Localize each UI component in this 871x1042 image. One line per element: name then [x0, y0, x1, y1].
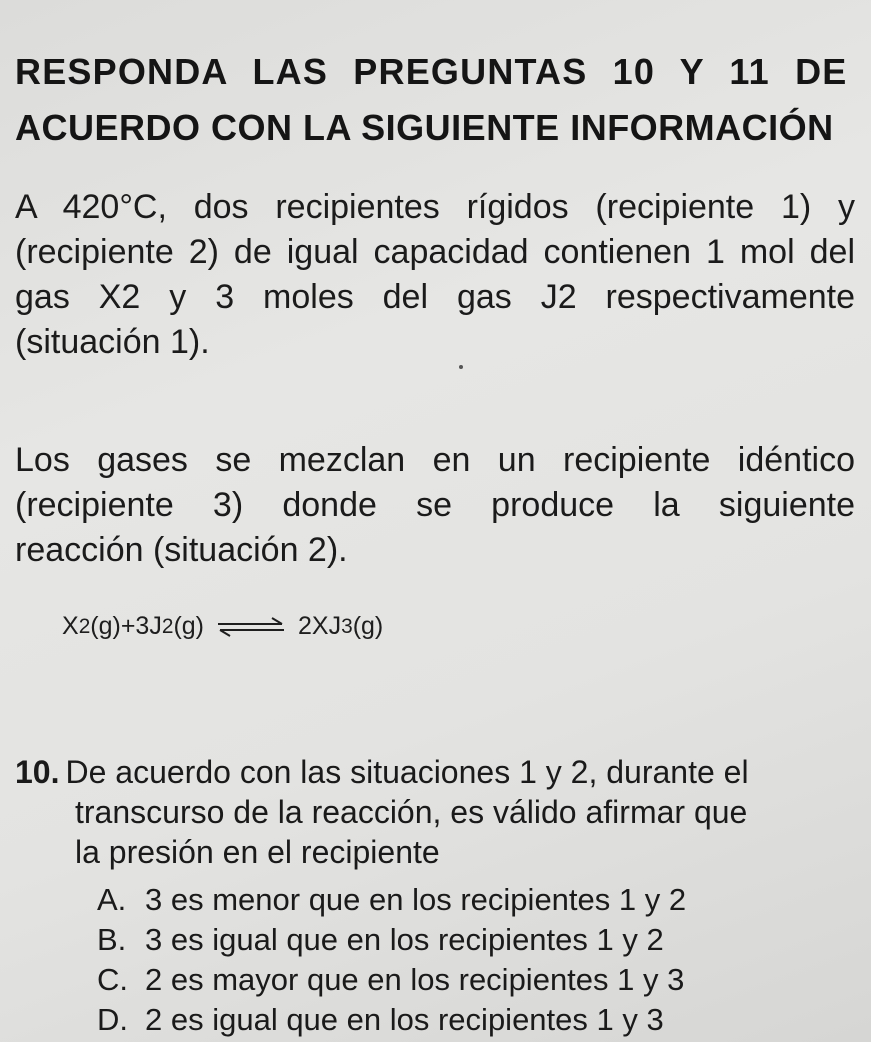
question-line-2: transcurso de la reacción, es válido afirmar que [75, 794, 748, 830]
equilibrium-arrow-icon [216, 617, 286, 637]
option-a[interactable] [97, 880, 857, 920]
product-state: (g) [352, 612, 384, 640]
answer-options [97, 880, 857, 1040]
option-letter: C. [97, 962, 128, 997]
paragraph-2-line-2: (recipiente 3) donde se produce la siguiente [15, 486, 855, 524]
option-d[interactable] [97, 1000, 857, 1040]
option-letter: B. [97, 922, 127, 957]
paragraph-1-line-2: (recipiente 2) de igual capacidad contienen 1 mol del [15, 233, 855, 271]
header-line-1: RESPONDA LAS PREGUNTAS 10 Y 11 DE [15, 51, 848, 92]
question-text-1: De acuerdo con las situaciones 1 y 2, durante el [65, 754, 749, 790]
instructions-header [15, 44, 865, 156]
option-letter: D. [97, 1002, 128, 1037]
option-letter: A. [97, 882, 127, 917]
chemical-equation [62, 612, 383, 641]
context-paragraph-2 [15, 438, 855, 573]
question-number: 10. [15, 754, 60, 790]
option-text: 3 es igual que en los recipientes 1 y 2 [145, 922, 664, 957]
option-text: 2 es igual que en los recipientes 1 y 3 [145, 1002, 664, 1037]
paragraph-1-line-3: gas X2 y 3 moles del gas J2 respectivamente [15, 278, 855, 316]
header-line-2: ACUERDO CON LA SIGUIENTE INFORMACIÓN [15, 107, 834, 148]
reactant-x: X [62, 612, 79, 640]
reactant-j-subscript: 2 [161, 614, 174, 638]
paragraph-1-line-1: A 420°C, dos recipientes rígidos (recipiente 1) y [15, 188, 855, 226]
question-10 [15, 752, 860, 872]
option-text: 2 es mayor que en los recipientes 1 y 3 [145, 962, 685, 997]
reactant-x-subscript: 2 [78, 614, 91, 638]
paragraph-1-line-4: (situación 1). [15, 323, 210, 361]
context-paragraph-1 [15, 185, 855, 365]
product-xj: 2XJ [298, 612, 342, 640]
option-b[interactable] [97, 920, 857, 960]
paragraph-2-line-1: Los gases se mezclan en un recipiente idéntico [15, 441, 855, 479]
product-subscript: 3 [341, 614, 353, 638]
paragraph-2-line-3: reacción (situación 2). [15, 531, 348, 569]
reactant-j-state: (g) [173, 612, 204, 640]
question-line-3: la presión en el recipiente [75, 834, 440, 870]
option-c[interactable] [97, 960, 857, 1000]
option-text: 3 es menor que en los recipientes 1 y 2 [145, 882, 687, 917]
reactant-x-state: (g)+3J [90, 612, 162, 640]
question-line-1 [15, 752, 860, 792]
ink-speck [459, 365, 463, 369]
